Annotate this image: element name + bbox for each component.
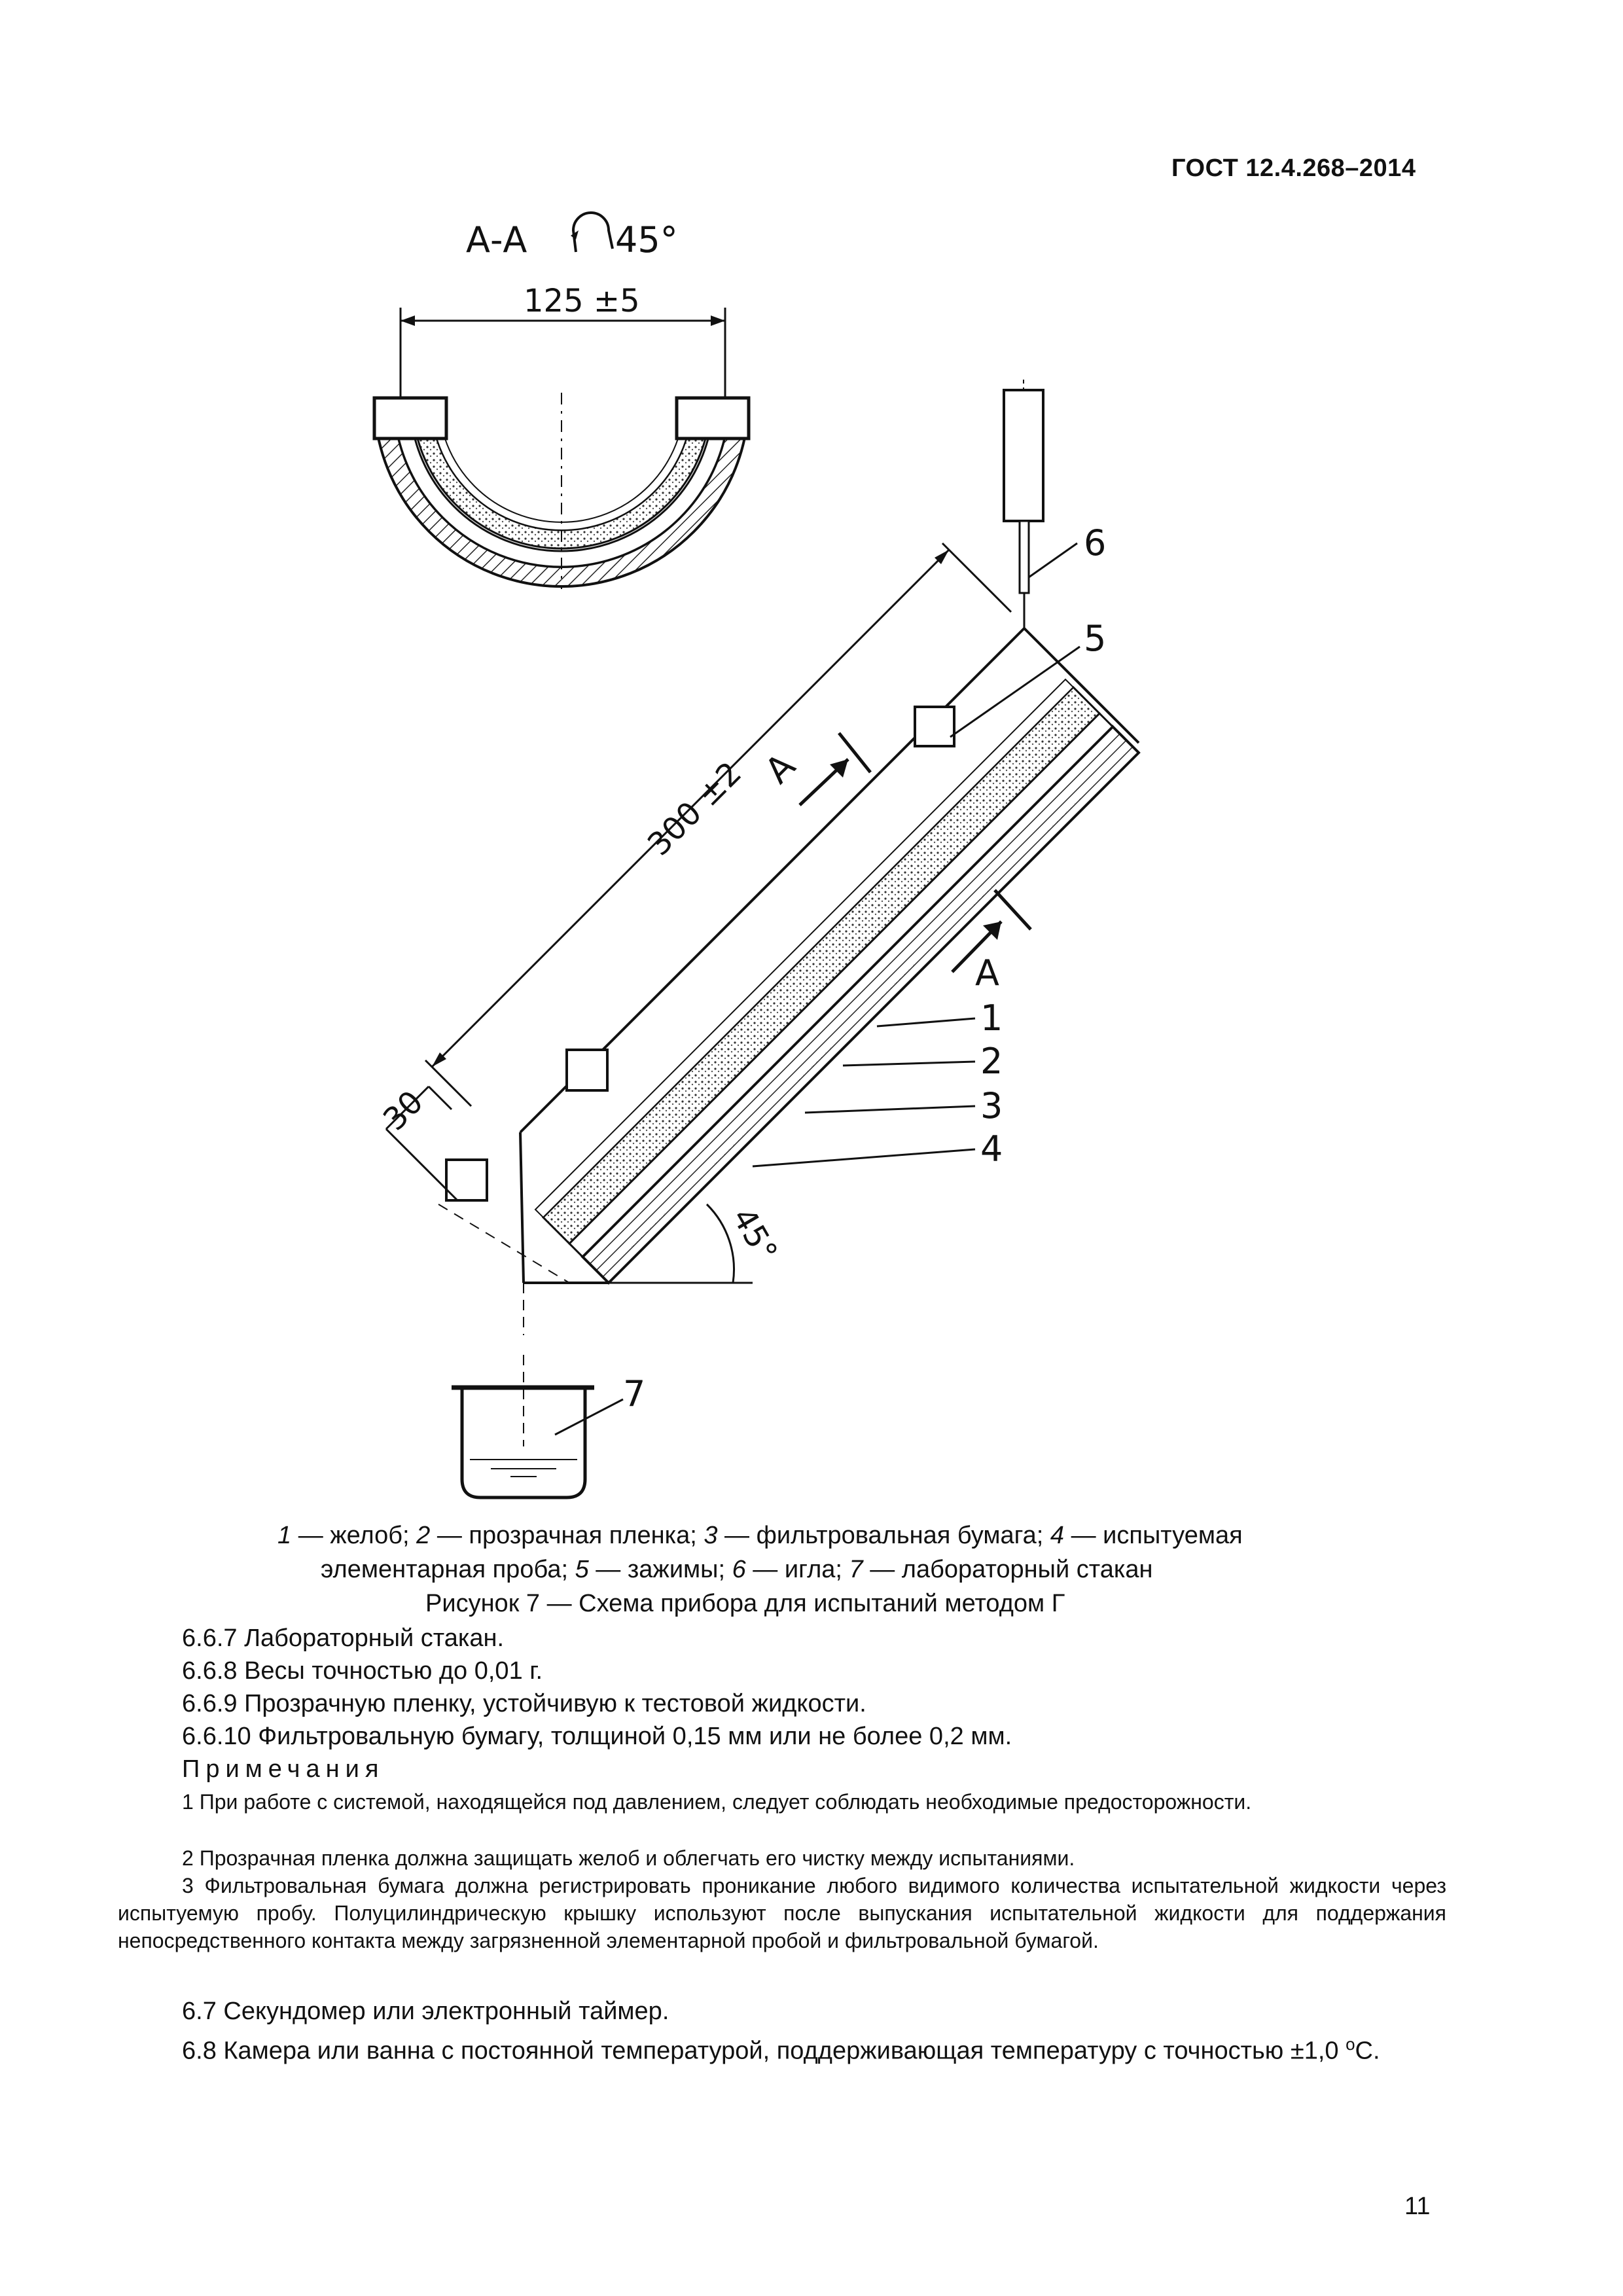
dim-offset: 30 [376,1083,431,1138]
clamp-top [915,707,954,746]
angle-label: 45° [724,1202,785,1268]
legend-text: — прозрачная пленка; [430,1522,704,1549]
rotation-arrow-icon [573,213,613,252]
legend-text: — игла; [745,1556,849,1583]
section-angle: 45° [615,219,678,260]
note-1: 1 При работе с системой, находящейся под давлением, следует соблюдать необходимые предосторожности. [182,1790,1252,1814]
para-6-6-10: 6.6.10 Фильтровальную бумагу, толщиной 0,15 мм или не более 0,2 мм. [182,1723,1012,1750]
callout-3: 3 [980,1085,1003,1126]
callout-7: 7 [623,1373,646,1414]
callout-5: 5 [1084,618,1107,659]
para-6-6-9: 6.6.9 Прозрачную пленку, устойчивую к тестовой жидкости. [182,1690,866,1717]
legend-num: 5 [575,1556,589,1583]
notes-heading: Примечания [182,1755,385,1783]
legend-num: 2 [416,1522,431,1549]
legend-line-2 [118,1552,1505,1587]
callout-2: 2 [980,1041,1003,1082]
legend-text: — зажимы; [588,1556,732,1583]
dim-width: 125 ±5 [524,283,640,319]
dim-length: 300 ±2 [640,755,749,863]
legend-text: — желоб; [291,1522,417,1549]
legend-num: 4 [1050,1522,1065,1549]
document-code: ГОСТ 12.4.268–2014 [1171,154,1416,182]
callout-4: 4 [980,1128,1003,1170]
legend-text: — испытуемая [1064,1522,1243,1549]
legend-line-1 [118,1518,1505,1552]
note-3: 3 Фильтровальная бумага должна регистрировать проникание любого видимого количества испытательной жидкости через испытуемую пробу. Полуцилиндрическую крышку используют после выпускания испытательной жидкости для поддержания непосредственного контакта между загрязненной элементарной пробой и фильтровальной бумагой. [118,1874,1446,1952]
para-6-6-7: 6.6.7 Лабораторный стакан. [182,1624,505,1652]
clamp-middle [567,1050,607,1090]
section-label: А-А [466,219,527,260]
para-6-6-8: 6.6.8 Весы точностью до 0,01 г. [182,1657,543,1685]
page-number: 11 [1404,2193,1431,2220]
para-6-8-unit: С. [1355,2037,1380,2065]
legend-text: — лабораторный стакан [863,1556,1153,1583]
figure-caption [118,1518,1505,1621]
para-6-7: 6.7 Секундомер или электронный таймер. [182,1998,669,2025]
note-2: 2 Прозрачная пленка должна защищать желоб и облегчать его чистку между испытаниями. [182,1846,1075,1870]
cut-label-lower: А [975,952,999,994]
needle-holder [1004,380,1043,628]
degree-mark: о [1346,2034,1355,2054]
section-view-trough [374,283,749,589]
para-6-8 [118,2028,1446,2068]
legend-num: 1 [277,1522,292,1549]
legend-text: элементарная проба; [321,1556,575,1583]
callout-6: 6 [1084,522,1107,564]
inclined-trough [438,628,1139,1335]
callout-1: 1 [980,997,1003,1039]
cut-label-upper: А [757,745,804,792]
para-6-8-text: 6.8 Камера или ванна с постоянной температурой, поддерживающая температуру с точностью ±1,0 [182,2037,1346,2065]
legend-num: 6 [732,1556,746,1583]
legend-text: — фильтровальная бумага; [717,1522,1050,1549]
legend-num: 7 [849,1556,863,1583]
legend-num: 3 [704,1522,718,1549]
angle-arc [707,1204,734,1283]
cut-mark-upper [757,733,870,805]
figure-title: Рисунок 7 — Схема прибора для испытаний методом Г [425,1590,1065,1617]
